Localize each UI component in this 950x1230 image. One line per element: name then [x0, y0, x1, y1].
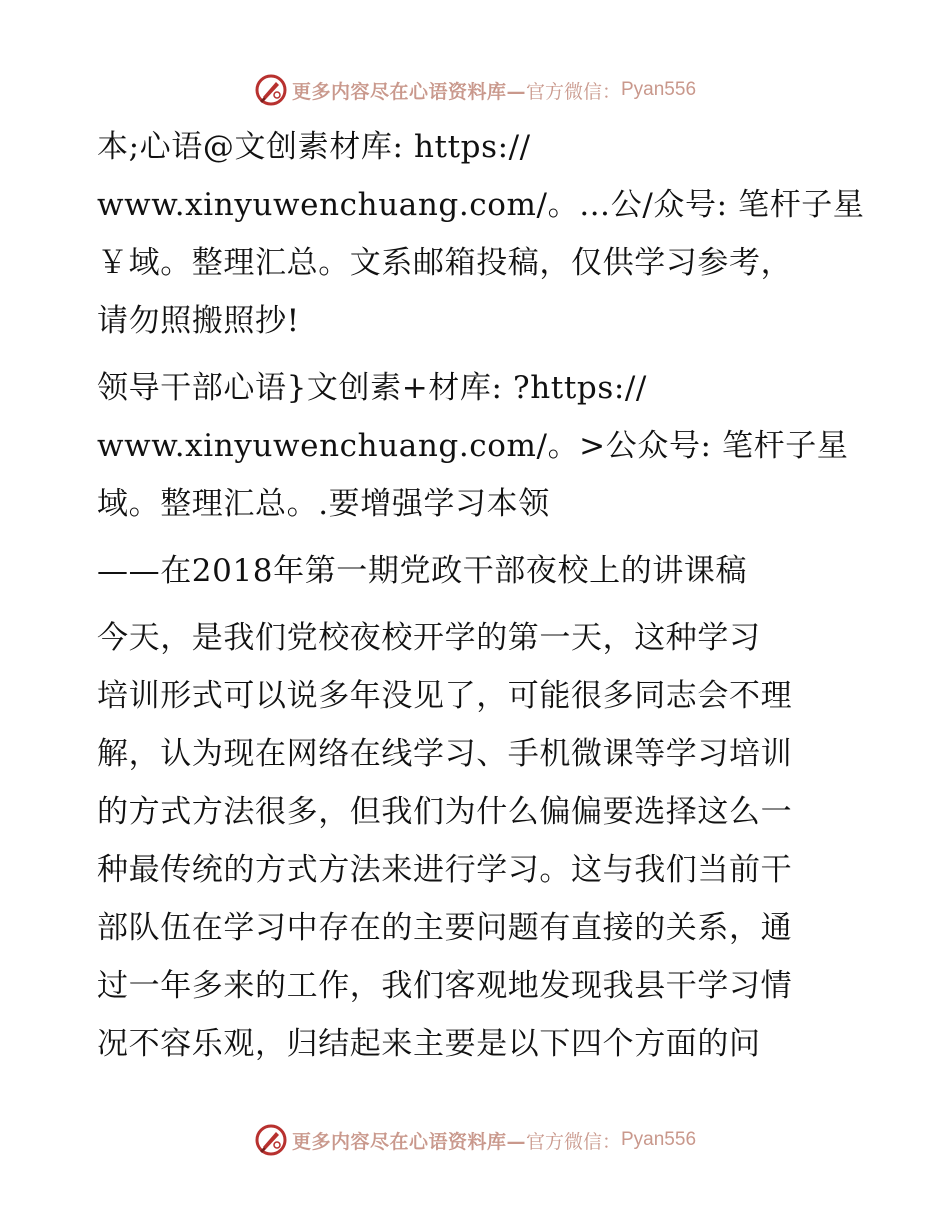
text-line: ￥域。整理汇总。文系邮箱投稿，仅供学习参考，: [97, 245, 793, 281]
text-line: 解，认为现在网络在线学习、手机微课等学习培训: [97, 736, 793, 772]
text-line: 本;心语@文创素材库: https://: [97, 129, 531, 165]
text-line: www.xinyuwenchuang.com/。…公/众号: 笔杆子星: [97, 187, 865, 223]
xinyu-logo-icon: [254, 73, 288, 107]
header-watermark-banner: [0, 70, 950, 110]
footer-wechat-id: Pyan556: [621, 1129, 697, 1150]
text-line: 过一年多来的工作，我们客观地发现我县干学习情: [97, 968, 793, 1004]
text-line: 请勿照搬照抄!: [97, 303, 300, 339]
text-line: www.xinyuwenchuang.com/。>公众号: 笔杆子星: [97, 428, 849, 464]
paragraph-source-notice-1: [97, 118, 865, 350]
paragraph-body: [97, 609, 857, 1073]
footer-brand-text: 更多内容尽在心语资料库—: [291, 1130, 526, 1153]
xinyu-logo-icon: [254, 1123, 288, 1157]
text-line: 领导干部心语}文创素+材库: ?https://: [97, 370, 647, 406]
text-line: ——在2018年第一期党政干部夜校上的讲课稿: [97, 553, 748, 589]
footer-watermark-banner: [0, 1120, 950, 1160]
paragraph-source-notice-2: [97, 359, 857, 533]
text-line: 种最传统的方式方法来进行学习。这与我们当前干: [97, 852, 793, 888]
header-wechat-id: Pyan556: [621, 79, 697, 100]
text-line: 今天，是我们党校夜校开学的第一天，这种学习: [97, 620, 761, 656]
text-line: 况不容乐观，归结起来主要是以下四个方面的问: [97, 1026, 761, 1062]
document-body: [97, 118, 865, 1082]
text-line: 的方式方法很多，但我们为什么偏偏要选择这么一: [97, 794, 793, 830]
text-line: 域。整理汇总。.要增强学习本领: [97, 486, 550, 522]
header-wechat-label: 官方微信：: [525, 80, 621, 103]
text-line: 部队伍在学习中存在的主要问题有直接的关系，通: [97, 910, 793, 946]
text-line: 培训形式可以说多年没见了，可能很多同志会不理: [97, 678, 793, 714]
footer-wechat-label: 官方微信：: [525, 1130, 621, 1153]
paragraph-subtitle: [97, 542, 857, 600]
header-brand-text: 更多内容尽在心语资料库—: [291, 80, 526, 103]
